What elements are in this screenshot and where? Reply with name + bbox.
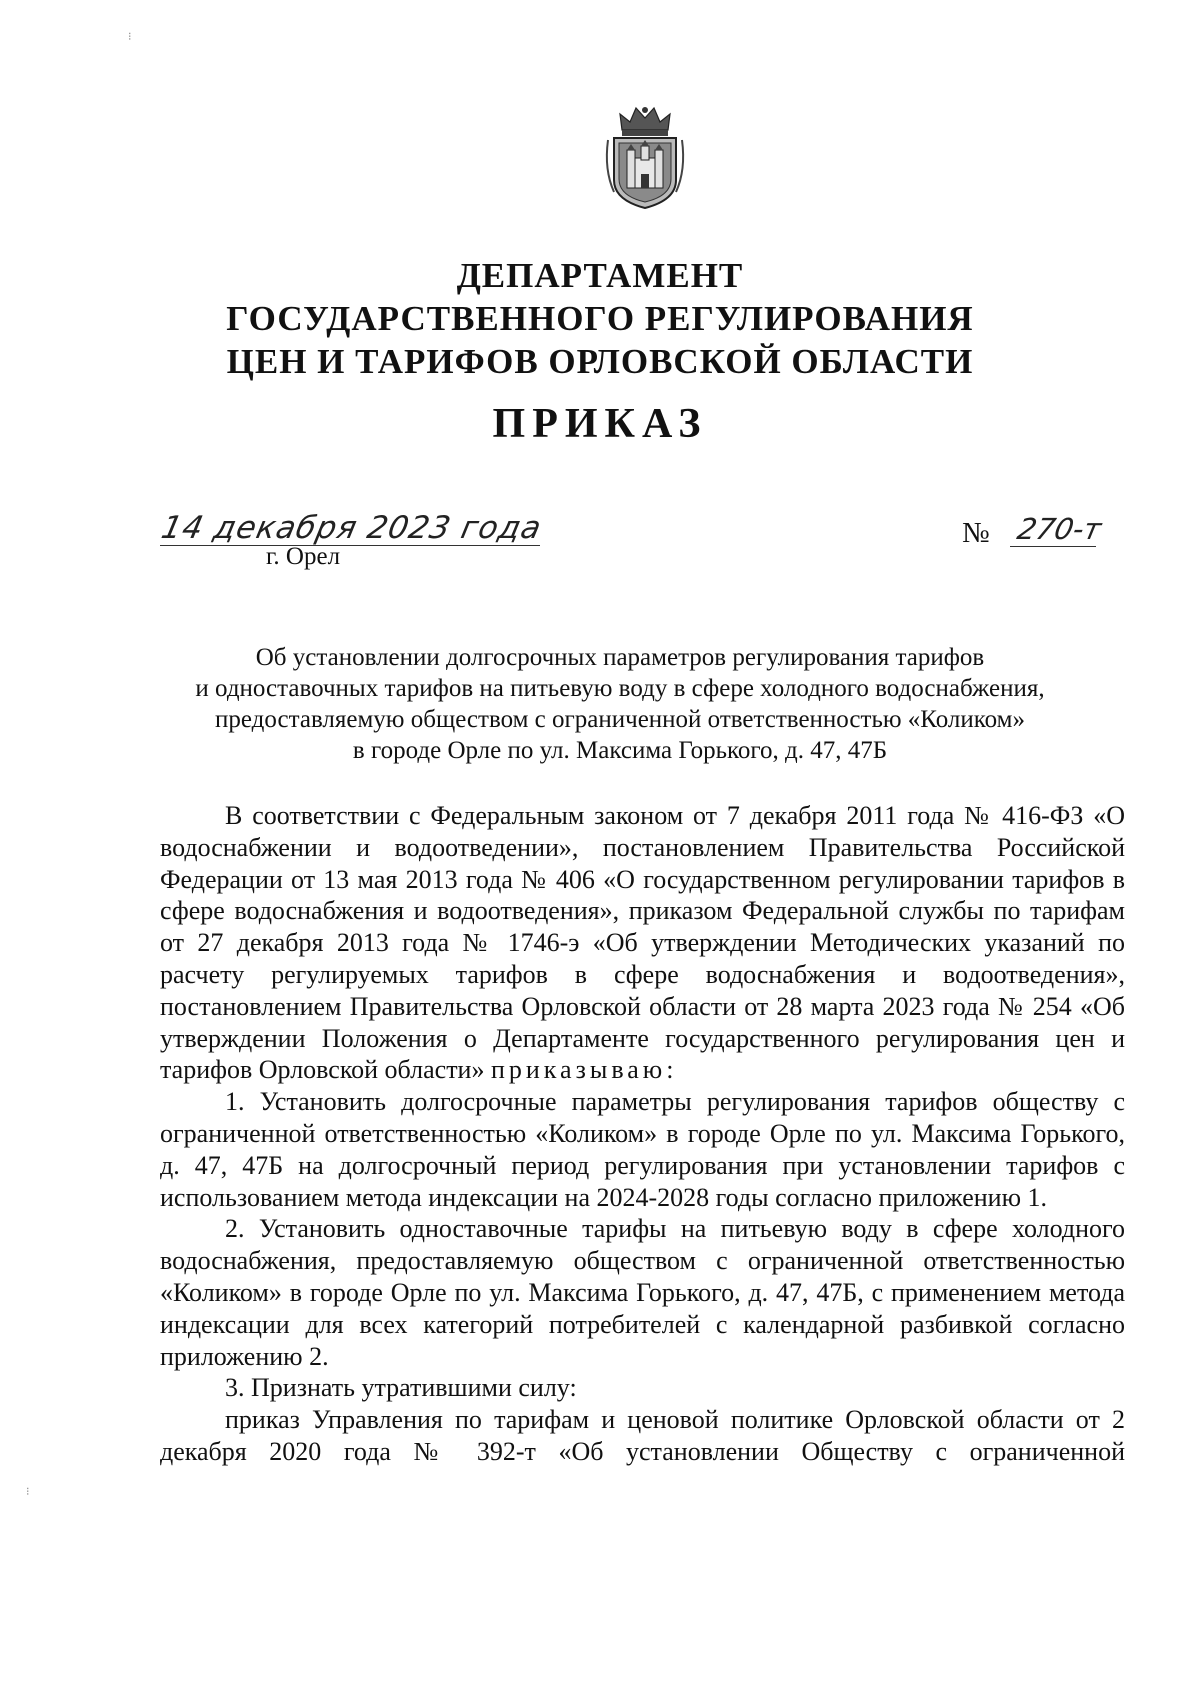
subject-line: Об установлении долгосрочных параметров регулирования тарифов (255, 644, 985, 671)
subject-line: и одноставочных тарифов на питьевую воду в сфере холодного водоснабжения, (195, 675, 1045, 702)
preamble-paragraph (160, 800, 1125, 1086)
item-2-paragraph: 2. Установить одноставочные тарифы на питьевую воду в сфере холодного водоснабжения, предоставляемую обществом с ограниченной ответственностью «Коликом» в городе Орле по ул. Максима Горького, д. 47, 47Б, с применением метода индексации для всех категорий потребителей с календарной разбивкой согласно приложению 2. (160, 1214, 1125, 1371)
order-word: приказываю: (490, 1055, 678, 1085)
scan-speck: ⁝ (128, 31, 132, 43)
subject-line: в городе Орле по ул. Максима Горького, д. 47, 47Б (352, 737, 888, 764)
coat-of-arms-emblem (600, 100, 690, 212)
order-body (160, 800, 1125, 1468)
preamble-text: В соответствии с Федеральным законом от 7 декабря 2011 года № 416-ФЗ «О водоснабжении и водоотведении», постановлением Правительства Российской Федерации от 13 мая 2013 года № 406 «О государственном регулировании тарифов в сфере водоснабжения и водоотведения», приказом Федеральной службы по тарифам от 27 декабря 2013 года № 1746-э «Об утверждении Методических указаний по расчету регулируемых тарифов в сфере водоснабжения и водоотведения», постановлением Правительства Орловской области от 28 марта 2023 года № 254 «Об утверждении Положения о Департаменте государственного регулирования цен и тарифов Орловской области» (160, 801, 1125, 1085)
department-title-line-2: ГОСУДАРСТВЕННОГО РЕГУЛИРОВАНИЯ (226, 299, 974, 338)
department-title-line-1: ДЕПАРТАМЕНТ (456, 256, 744, 295)
scan-speck: ⁝ (26, 1486, 30, 1498)
item-3-heading: 3. Признать утратившими силу: (225, 1373, 577, 1403)
number-sign: № (962, 517, 990, 549)
document-type-title: ПРИКАЗ (492, 401, 708, 447)
handwritten-order-number: 270-т (1014, 512, 1105, 546)
item-3-text: приказ Управления по тарифам и ценовой политике Орловской области от 2 декабря 2020 года № 392-т «Об установлении Обществу с ограниченной (160, 1405, 1125, 1466)
subject-line: предоставляемую обществом с ограниченной ответственностью «Коликом» (215, 706, 1025, 733)
item-1-paragraph: 1. Установить долгосрочные параметры регулирования тарифов обществу с ограниченной ответственностью «Коликом» в городе Орле по ул. Максима Горького, д. 47, 47Б на долгосрочный период регулирования при установлении тарифов с использованием метода индексации на 2024-2028 годы согласно приложению 1. (160, 1087, 1125, 1212)
department-title-line-3: ЦЕН И ТАРИФОВ ОРЛОВСКОЙ ОБЛАСТИ (226, 342, 974, 381)
handwritten-date: 14 декабря 2023 года (158, 510, 546, 546)
order-subject (120, 642, 1120, 766)
number-underline (1010, 546, 1096, 547)
date-underline (160, 545, 540, 546)
city-label: г. Орел (266, 543, 341, 570)
